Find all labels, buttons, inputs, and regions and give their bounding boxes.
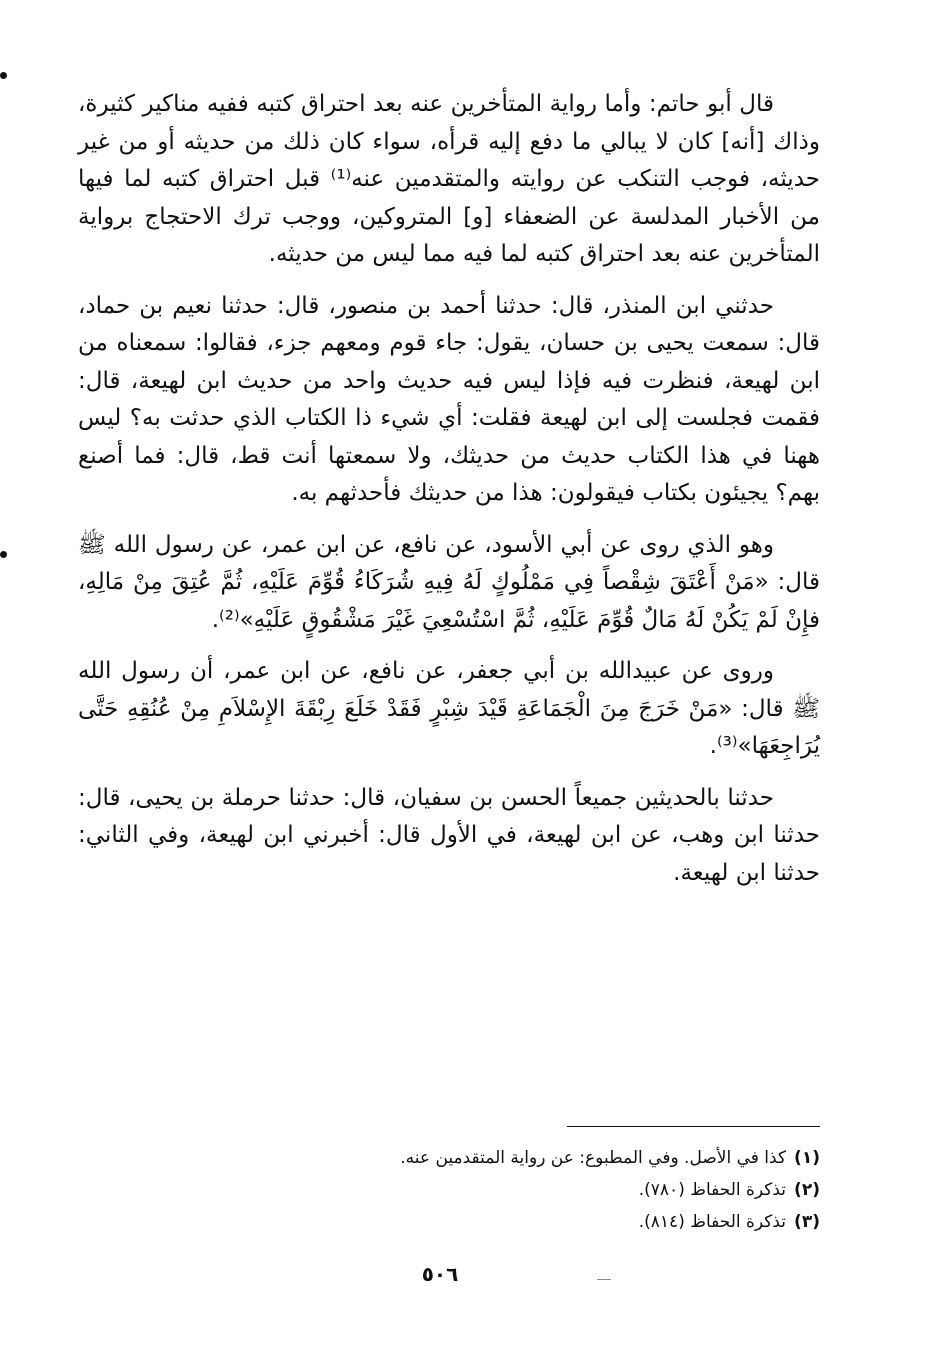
paragraph: حدثني ابن المنذر، قال: حدثنا أحمد بن منصور، قال: حدثنا نعيم بن حماد، قال: سمعت يحيى بن حسان، يقول: جاء قوم ومعهم جزء، فقالوا: سمعناه من ابن لهيعة، فنظرت فيه فإذا ليس فيه حديث واحد من حديث ابن لهيعة، قال: فقمت فجلست إلى ابن لهيعة فقلت: أي شيء ذا الكتاب الذي حدثت به؟ ليس ههنا في هذا الكتاب حديث من حديثك، ولا سمعتها أنت قط، قال: فما أصنع بهم؟ يجيئون بكتاب فيقولون: هذا من حديثك فأحدثهم به. bbox=[78, 292, 820, 506]
main-text bbox=[78, 86, 820, 906]
footnote-text: تذكرة الحفاظ (٧٨٠). bbox=[638, 1180, 787, 1200]
footnote-number: (١) bbox=[794, 1148, 820, 1168]
paragraph: حدثنا بالحديثين جميعاً الحسن بن سفيان، قال: حدثنا حرملة بن يحيى، قال: حدثنا ابن وهب، عن ابن لهيعة، في الأول قال: أخبرني ابن لهيعة، وفي الثاني: حدثنا ابن لهيعة. bbox=[78, 784, 820, 886]
paragraph: وروى عن عبيدالله بن أبي جعفر، عن نافع، عن ابن عمر، أن رسول الله ﷺ قال: «مَنْ خَرَجَ مِنَ الْجَمَاعَةِ قَيْدَ شِبْرٍ فَقَدْ خَلَعَ رِبْقَةَ الإِسْلاَمِ مِنْ عُنُقِهِ حَتَّى يُرَاجِعَهَا»⁽³⁾. bbox=[78, 658, 820, 759]
footnote-number: (٢) bbox=[794, 1180, 820, 1200]
footnote bbox=[300, 1174, 820, 1206]
margin-speck bbox=[0, 551, 7, 558]
footnotes bbox=[300, 1142, 820, 1238]
footnote-separator bbox=[567, 1126, 820, 1127]
footnote bbox=[300, 1142, 820, 1174]
paragraph: قال أبو حاتم: وأما رواية المتأخرين عنه بعد احتراق كتبه ففيه مناكير كثيرة، وذاك [أنه] كان لا يبالي ما دفع إليه قرأه، سواء كان ذلك من حديثه أو من غير حديثه، فوجب التنكب عن روايته والمتقدمين عنه⁽¹⁾ قبل احتراق كتبه لما فيها من الأخبار المدلسة عن الضعفاء [و] المتروكين، ووجب ترك الاحتجاج برواية المتأخرين عنه بعد احتراق كتبه لما فيه مما ليس من حديثه. bbox=[78, 91, 820, 267]
margin-speck bbox=[0, 72, 7, 79]
footnote-text: تذكرة الحفاظ (٨١٤). bbox=[638, 1212, 787, 1232]
footnote bbox=[300, 1206, 820, 1238]
paragraph: وهو الذي روى عن أبي الأسود، عن نافع، عن ابن عمر، عن رسول الله ﷺ قال: «مَنْ أَعْتَقَ شِقْصاً فِي مَمْلُوكٍ لَهُ فِيهِ شُرَكَاءُ قُوِّمَ عَلَيْهِ، ثُمَّ عُتِقَ مِنْ مَالِهِ، فإِنْ لَمْ يَكُنْ لَهُ مَالٌ قُوِّمَ عَلَيْهِ، ثُمَّ اسْتُسْعِيَ غَيْرَ مَشْقُوقٍ عَلَيْهِ»⁽²⁾. bbox=[78, 531, 820, 633]
footnote-number: (٣) bbox=[794, 1212, 820, 1232]
scan-speck bbox=[597, 1279, 611, 1280]
page-number: ٥٠٦ bbox=[421, 1262, 459, 1286]
footnote-text: كذا في الأصل. وفي المطبوع: عن رواية المتقدمين عنه. bbox=[400, 1148, 787, 1168]
